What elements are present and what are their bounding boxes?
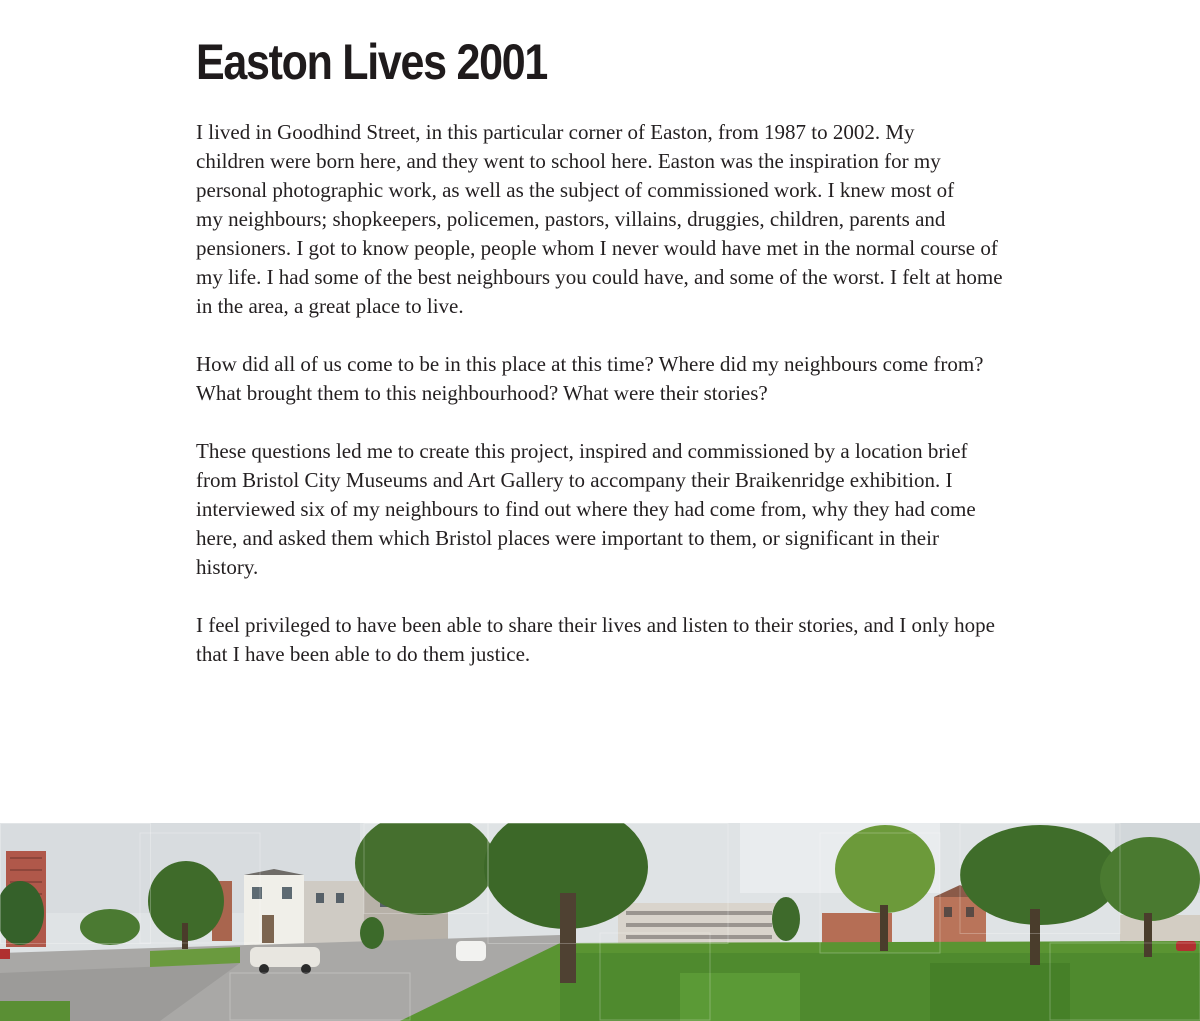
terrace-houses xyxy=(304,881,364,947)
tree xyxy=(1100,837,1200,921)
car xyxy=(250,947,320,967)
paragraph-1: I lived in Goodhind Street, in this particular corner of Easton, from 1987 to 2002. My children were born here, and they went to school here. Easton was the inspiration for my personal photographic work, as well as the subject of commissioned work. I knew most of my neighbours; shopkeepers, policemen, pastors, villains, druggies, children, parents and pensioners. I got to know people, people whom I never would have met in the normal course of my life. I had some of the best neighbours you could have, and some of the worst. I felt at home in the area, a great place to live. xyxy=(196,120,1003,318)
paragraph-2: How did all of us come to be in this place at this time? Where did my neighbours come from? What brought them to this neighbourhood? What were their stories? xyxy=(196,352,984,405)
tree xyxy=(835,825,935,913)
panorama-photo-collage xyxy=(0,823,1200,1021)
paragraph-4: I feel privileged to have been able to share their lives and listen to their stories, and I only hope that I have been able to do them justice. xyxy=(196,613,995,666)
body-text xyxy=(196,118,1036,698)
car xyxy=(456,941,486,961)
page-title: Easton Lives 2001 xyxy=(196,34,547,90)
paragraph-3: These questions led me to create this project, inspired and commissioned by a location brief from Bristol City Museums and Art Gallery to accompany their Braikenridge exhibition. I interviewed six of my neighbours to find out where they had come from, why they had come here, and asked them which Bristol places were important to them, or significant in their history. xyxy=(196,439,976,579)
